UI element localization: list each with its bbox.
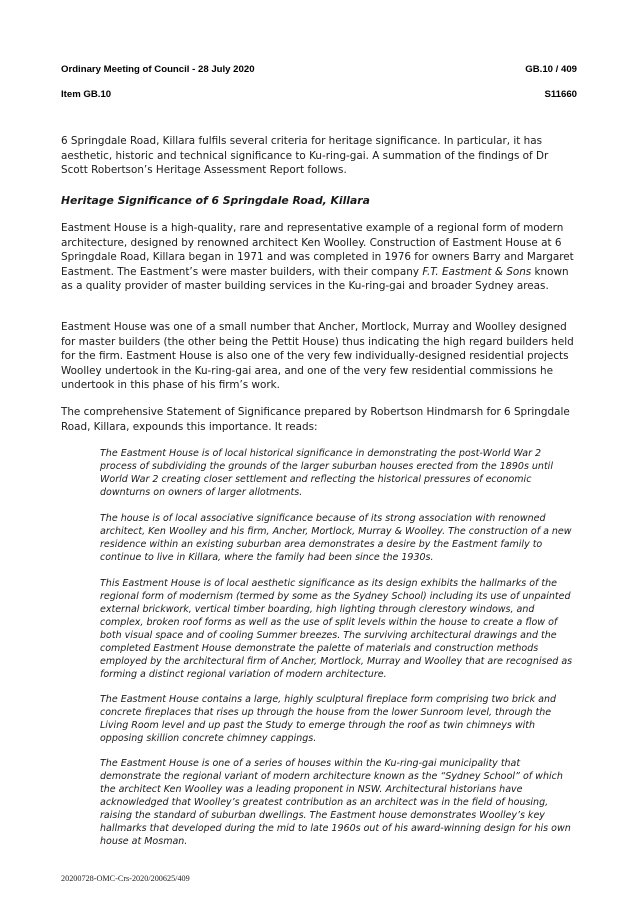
- page-reference: GB.10 / 409: [525, 64, 577, 75]
- quote-sydney-school: The Eastment House is one of a series of houses within the Ku-ring-gai municipality that demonstrate the regional variant of modern architecture known as the “Sydney School” of which the architect Ken Woolley was a leading proponent in NSW. Architectural historians have acknowledged that Woolley’s greatest contribution as an architect was in the field of housing, raising the standard of suburban dwellings. The Eastment house demonstrates Woolley’s key hallmarks that developed during the mid to late 1960s out of his award-winning design for his own house at Mosman.: [100, 758, 571, 848]
- paragraph-statement-intro: The comprehensive Statement of Significance prepared by Robertson Hindmarsh for 6 Springdale Road, Killara, expounds this importance. It reads:: [61, 406, 570, 433]
- quote-fireplace: The Eastment House contains a large, highly sculptural fireplace form comprising two brick and concrete fireplaces that rises up through the house from the lower Sunroom level, through the Living Room level and up past the Study to emerge through the roof as twin chimneys with opposing skillion concrete chimney cappings.: [100, 694, 557, 745]
- paragraph-text-start: Eastment House is a high-quality, rare and representative example of a regional form of modern architecture, designed by renowned architect Ken Woolley. Construction of Eastment House at 6 Springdale Road, Killara began in 1971 and was completed in 1976 for owners Barry and Margaret Eastment. The Eastment’s were master builders, with their company: [61, 222, 574, 278]
- item-number: Item GB.10: [61, 89, 112, 100]
- paragraph-master-builders: Eastment House was one of a small number that Ancher, Mortlock, Murray and Woolley designed for master builders (the other being the Pettit House) thus indicating the high regard builders held for the firm. Eastment House is also one of the very few individually-designed residential projects Woolley undertook in the Ku-ring-gai area, and one of the very few residential commissions he undertook in this phase of his firm’s work.: [61, 321, 574, 391]
- quote-associative: The house is of local associative significance because of its strong association with renowned architect, Ken Woolley and his firm, Ancher, Mortlock, Murray & Woolley. The construction of a new residence within an existing suburban area demonstrates a desire by the Eastment family to continue to live in Killara, where the family had been since the 1930s.: [100, 513, 572, 564]
- quote-aesthetic: This Eastment House is of local aesthetic significance as its design exhibits the hallmarks of the regional form of modernism (termed by some as the Sydney School) including its use of unpainted external brickwork, vertical timber boarding, high lighting through clerestory windows, and complex, broken roof forms as well as the use of split levels within the house to create a flow of both visual space and of cooling Summer breezes. The surviving architectural drawings and the completed Eastment House demonstrate the palette of materials and construction methods employed by the architectural firm of Ancher, Mortlock, Murray and Woolley that are recognised as forming a distinct regional variation of modern architecture.: [100, 578, 573, 681]
- company-name: F.T. Eastment & Sons: [422, 265, 532, 278]
- section-heading: Heritage Significance of 6 Springdale Road, Killara: [61, 194, 370, 207]
- intro-paragraph: 6 Springdale Road, Killara fulfils several criteria for heritage significance. In particular, it has aesthetic, historic and technical significance to Ku-ring-gai. A summation of the findings of Dr Scott Robertson’s Heritage Assessment Report follows.: [61, 135, 549, 176]
- document-footer-reference: 20200728-OMC-Crs-2020/200625/409: [61, 874, 190, 883]
- meeting-title: Ordinary Meeting of Council - 28 July 2020: [61, 64, 255, 75]
- paragraph-text-end: known as a quality provider of master building services in the Ku-ring-gai and broader Sydney areas.: [61, 265, 569, 292]
- quote-historical: The Eastment House is of local historical significance in demonstrating the post-World War 2 process of subdividing the grounds of the larger suburban houses erected from the 1890s until World War 2 creating closer settlement and reflecting the historical pressures of economic downturns on owners of larger allotments.: [100, 448, 553, 499]
- paragraph-eastment-house: [61, 221, 577, 294]
- file-reference: S11660: [544, 89, 577, 100]
